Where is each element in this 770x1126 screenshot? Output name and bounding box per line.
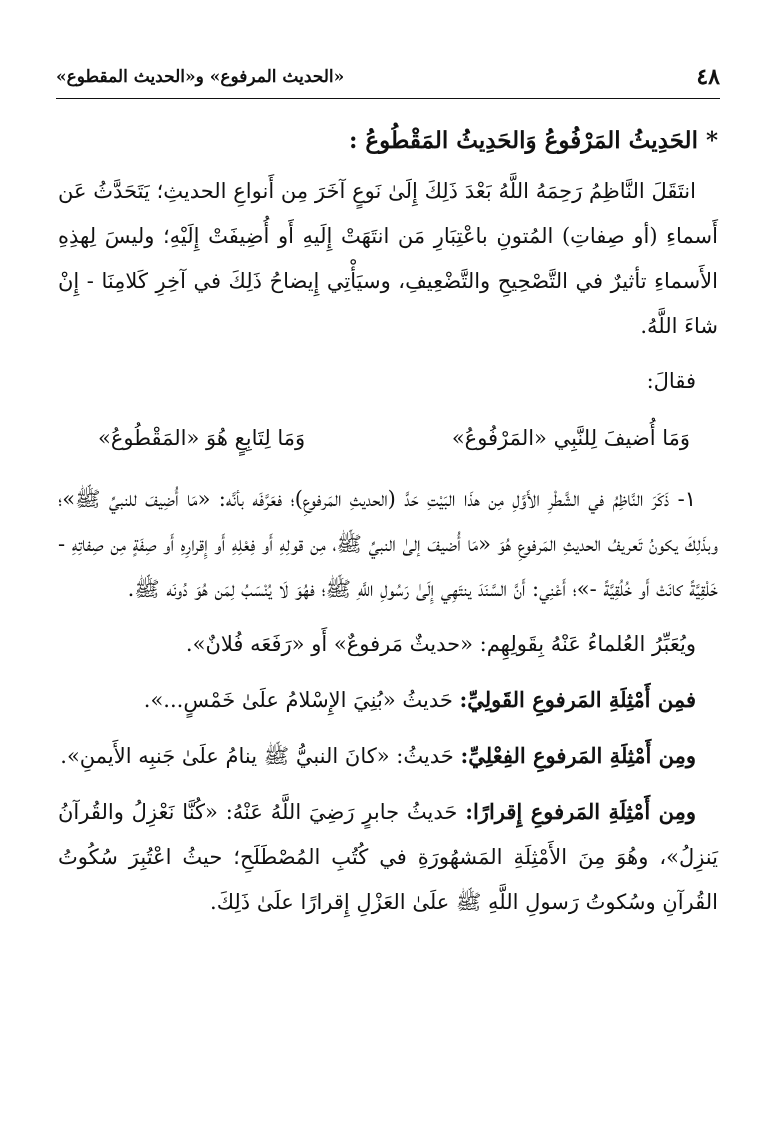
point-1-paragraph: ١- ذَكَرَ النَّاظِمُ في الشَّطْرِ الأَوَّلِ مِن هذَا البَيْتِ حَدَّ (الحديثِ المَرفوعِ)؛ فعَرَّفَه بأنَّه: «مَا أُضِيفَ للنبيِّ ﷺ»؛ وبذَلِكَ يكونُ تَعريفُ الحديثِ المَرفوعِ هُوَ «مَا أُضيفَ إلىٰ النبيِّ ﷺ، مِن قولِهِ أَو فِعْلِهِ أَو إِقرارِهِ أَو صِفَةٍ مِن صِفاتِهِ - خَلْقِيَّةً كانَتْ أَو خُلُقِيَّةً -»؛ أَعْنِي: أَنَّ السَّنَدَ ينتَهِي إِلَىٰ رَسُولِ اللَّهِ ﷺ؛ فهُوَ لَا يُنْسَبُ لِمَن هُوَ دُونَه ﷺ. [58,487,718,601]
page-number: ٤٨ [696,64,720,90]
expression-paragraph: ويُعَبِّرُ العُلماءُ عَنْهُ بِقَولِهِم: «حديثٌ مَرفوعٌ» أَو «رَفَعَه فُلانٌ». [185,632,696,656]
qawli-text: حَديثُ «بُنِيَ الإِسْلامُ علَىٰ خَمْسٍ...». [143,688,453,712]
fili-text: حَديثُ: «كانَ النبيُّ ﷺ ينامُ علَىٰ جَنبِه الأَيمنِ». [60,744,454,768]
qawli-label: فمِن أَمْثِلَةِ المَرفوعِ القَولِيِّ: [459,687,696,712]
faqala-label: فقالَ: [646,369,696,393]
verse-first-hemistich: وَمَا أُضيفَ لِلنَّبِي «المَرْفُوعُ» [451,426,690,450]
fili-example [58,733,718,779]
page-body [58,118,718,1096]
iqrari-example [58,789,718,925]
section-title: * الحَدِيثُ المَرْفُوعُ وَالحَدِيثُ المَقْطُوعُ : [348,127,718,154]
fili-label: ومِن أَمْثِلَةِ المَرفوعِ الفِعْلِيِّ: [460,743,696,768]
page-header [56,60,720,94]
iqrari-label: ومِن أَمْثِلَةِ المَرفوعِ إِقرارًا: [465,799,696,824]
iqrari-text: حَديثُ جابرٍ رَضِيَ اللَّهُ عَنْهُ: «كُنَّا نَعْزِلُ والقُرآنُ يَنزِلُ»، وهُوَ مِنَ الأَمْثِلَةِ المَشهُورَةِ في كُتُبِ المُصْطَلَحِ؛ حيثُ اعْتُبِرَ سُكُوتُ القُرآنِ وسُكوتُ رَسولِ اللَّهِ ﷺ علَىٰ العَزْلِ إِقرارًا علَىٰ ذَلِكَ. [58,800,718,914]
running-title: «الحديث المرفوع» و«الحديث المقطوع» [56,67,345,87]
intro-paragraph: انتَقَلَ النَّاظِمُ رَحِمَهُ اللَّهُ بَعْدَ ذَلِكَ إِلَىٰ نَوعٍ آخَرَ مِن أَنواعِ الحديثِ؛ يَتَحَدَّثُ عَن أَسماءِ (أو صِفاتِ) المُتونِ باعْتِبَارِ مَن انتَهَتْ إِلَيهِ أَو أُضِيفَتْ إِلَيْهِ؛ وليسَ لِهذِهِ الأَسماءِ تأثيرٌ في التَّصْحِيحِ والتَّضْعِيفِ، وسيَأْتِي إِيضاحُ ذَلِكَ في آخِرِ كَلامِنَا - إِنْ شاءَ اللَّهُ. [58,179,718,338]
header-divider [56,98,720,99]
poem-verse [58,416,718,461]
verse-second-hemistich: وَمَا لِتَابِعٍ هُوَ «المَقْطُوعُ» [98,426,306,450]
qawli-example [58,677,718,723]
